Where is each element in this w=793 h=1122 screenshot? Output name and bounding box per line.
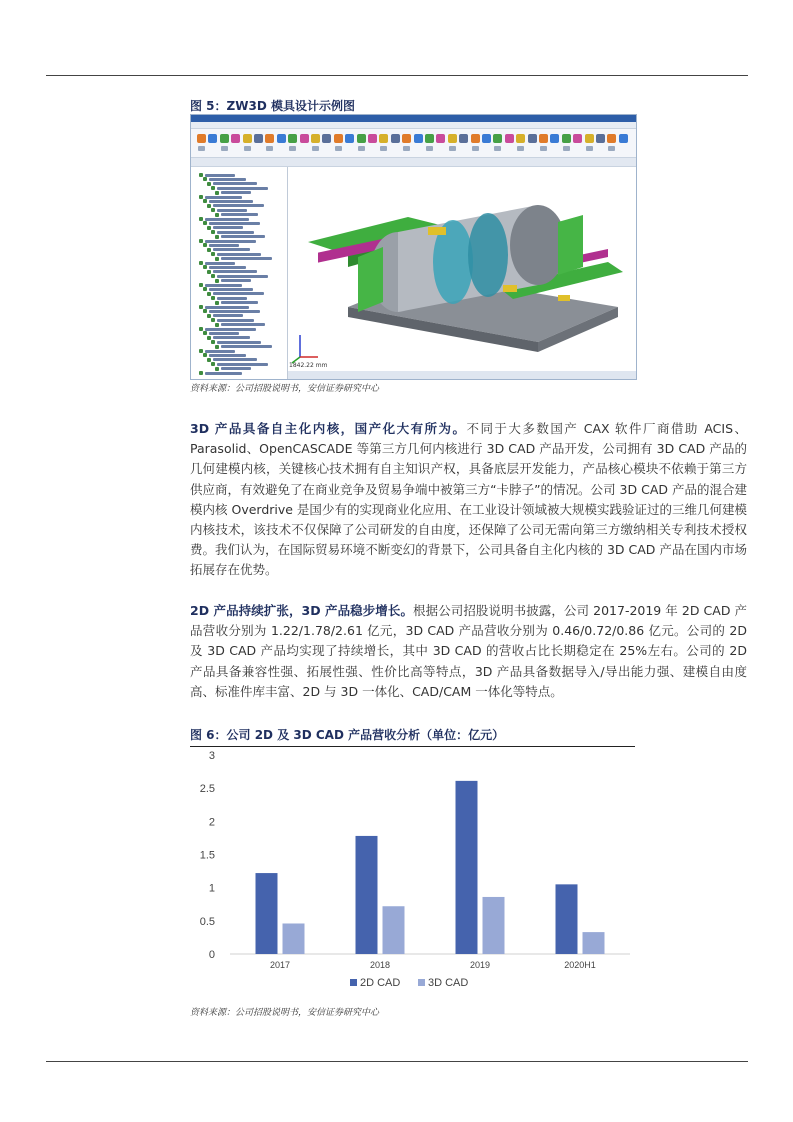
ribbon-tool-icon bbox=[619, 134, 628, 143]
tree-node-icon bbox=[203, 309, 207, 313]
bar-3d-cad bbox=[583, 932, 605, 954]
paragraph-2d-growth bbox=[190, 601, 747, 702]
ribbon-tool-icon bbox=[277, 134, 286, 143]
tree-node-icon bbox=[215, 345, 219, 349]
ribbon-tool-icon bbox=[528, 134, 537, 143]
legend-swatch bbox=[418, 979, 425, 986]
ribbon-subtool-icon bbox=[449, 146, 456, 151]
ribbon-tool-icon bbox=[436, 134, 445, 143]
bar-3d-cad bbox=[483, 897, 505, 954]
tree-node-icon bbox=[215, 323, 219, 327]
cad-subbar bbox=[191, 158, 636, 167]
ribbon-tool-icon bbox=[539, 134, 548, 143]
ribbon-subtool-icon bbox=[266, 146, 273, 151]
tree-node-label bbox=[209, 200, 253, 203]
bar-3d-cad bbox=[283, 923, 305, 954]
legend-swatch bbox=[350, 979, 357, 986]
tree-node-label bbox=[217, 297, 247, 300]
tree-node-label bbox=[209, 288, 253, 291]
ribbon-tool-icon bbox=[334, 134, 343, 143]
tree-node-label bbox=[213, 204, 264, 207]
tree-node-icon bbox=[199, 173, 203, 177]
tree-node-label bbox=[213, 292, 264, 295]
ribbon-tool-icon bbox=[311, 134, 320, 143]
tree-node-icon bbox=[199, 217, 203, 221]
ribbon-tool-icon bbox=[231, 134, 240, 143]
tree-node-label bbox=[205, 284, 242, 287]
cad-ribbon bbox=[191, 129, 636, 158]
tree-node-icon bbox=[211, 362, 215, 366]
tree-node-label bbox=[205, 174, 235, 177]
tree-node-label bbox=[209, 310, 260, 313]
ribbon-tool-icon bbox=[391, 134, 400, 143]
zw3d-screenshot bbox=[190, 114, 637, 380]
ribbon-subtool-icon bbox=[472, 146, 479, 151]
tree-node-label bbox=[205, 372, 242, 375]
ribbon-tool-icon bbox=[288, 134, 297, 143]
tree-node-icon bbox=[199, 239, 203, 243]
ribbon-tool-icon bbox=[357, 134, 366, 143]
y-tick-label: 3 bbox=[208, 750, 215, 762]
tree-node-icon bbox=[203, 265, 207, 269]
cad-statusbar bbox=[288, 371, 636, 379]
tree-node-icon bbox=[211, 252, 215, 256]
tree-node-label bbox=[221, 191, 251, 194]
tree-node-icon bbox=[199, 283, 203, 287]
tree-node-icon bbox=[211, 230, 215, 234]
tree-node-icon bbox=[215, 279, 219, 283]
x-tick-label: 2020H1 bbox=[564, 960, 596, 970]
y-tick-label: 0.5 bbox=[199, 915, 215, 928]
ribbon-tool-icon bbox=[300, 134, 309, 143]
tree-node-icon bbox=[207, 358, 211, 362]
tree-node-icon bbox=[199, 349, 203, 353]
ribbon-subtool-icon bbox=[244, 146, 251, 151]
ribbon-tool-icon bbox=[459, 134, 468, 143]
legend-label: 3D CAD bbox=[428, 977, 469, 989]
tree-node-label bbox=[221, 323, 265, 326]
ribbon-tool-icon bbox=[368, 134, 377, 143]
y-tick-label: 2.5 bbox=[199, 783, 215, 796]
bar-2d-cad bbox=[556, 884, 578, 954]
ribbon-tool-icon bbox=[265, 134, 274, 143]
tree-node-label bbox=[213, 270, 257, 273]
x-tick-label: 2017 bbox=[269, 960, 291, 970]
tree-node-icon bbox=[211, 340, 215, 344]
ribbon-tool-icon bbox=[596, 134, 605, 143]
tree-node-icon bbox=[203, 287, 207, 291]
tree-node-label bbox=[205, 306, 249, 309]
tree-node-label bbox=[209, 332, 239, 335]
tree-node-icon bbox=[215, 191, 219, 195]
tree-node-label bbox=[205, 328, 256, 331]
ribbon-tool-icon bbox=[322, 134, 331, 143]
ribbon-tool-icon bbox=[482, 134, 491, 143]
tree-node-label bbox=[209, 244, 239, 247]
y-tick-label: 1.5 bbox=[199, 849, 215, 862]
tree-node-icon bbox=[207, 204, 211, 208]
tree-node-label bbox=[205, 196, 242, 199]
tree-node-label bbox=[213, 182, 257, 185]
ribbon-subtool-icon bbox=[563, 146, 570, 151]
tree-node-icon bbox=[215, 257, 219, 261]
ribbon-subtool-icon bbox=[335, 146, 342, 151]
ribbon-subtool-icon bbox=[586, 146, 593, 151]
y-tick-label: 2 bbox=[208, 816, 215, 829]
ribbon-tool-icon bbox=[220, 134, 229, 143]
tree-node-icon bbox=[203, 243, 207, 247]
tree-node-icon bbox=[199, 327, 203, 331]
tree-node-label bbox=[213, 336, 250, 339]
tree-node-icon bbox=[211, 186, 215, 190]
ribbon-tool-icon bbox=[402, 134, 411, 143]
tree-node-icon bbox=[203, 199, 207, 203]
tree-node-icon bbox=[215, 367, 219, 371]
tree-node-label bbox=[217, 275, 268, 278]
ribbon-tool-icon bbox=[493, 134, 502, 143]
figure6-source: 资料来源：公司招股说明书，安信证券研究中心 bbox=[190, 1008, 380, 1018]
ribbon-subtool-icon bbox=[221, 146, 228, 151]
ribbon-tool-icon bbox=[505, 134, 514, 143]
tree-node-label bbox=[213, 314, 243, 317]
tree-node-icon bbox=[211, 208, 215, 212]
ribbon-tool-icon bbox=[585, 134, 594, 143]
tree-node-icon bbox=[203, 221, 207, 225]
scale-readout: 1842.22 mm bbox=[289, 362, 328, 369]
tree-node-icon bbox=[207, 248, 211, 252]
tree-node-label bbox=[213, 226, 243, 229]
legend-label: 2D CAD bbox=[360, 977, 401, 989]
tree-node-label bbox=[209, 354, 246, 357]
tree-node-label bbox=[221, 279, 251, 282]
ribbon-subtool-icon bbox=[494, 146, 501, 151]
y-tick-label: 1 bbox=[208, 882, 215, 895]
tree-node-icon bbox=[203, 177, 207, 181]
paragraph-3d-kernel-lead: 3D 产品具备自主化内核，国产化大有所为。 bbox=[190, 421, 467, 436]
tree-node-label bbox=[205, 218, 249, 221]
tree-node-icon bbox=[199, 305, 203, 309]
tree-node-label bbox=[205, 350, 235, 353]
ribbon-tool-icon bbox=[448, 134, 457, 143]
tree-node-label bbox=[209, 178, 246, 181]
ribbon-tool-icon bbox=[573, 134, 582, 143]
x-tick-label: 2018 bbox=[369, 960, 391, 970]
ribbon-tool-icon bbox=[254, 134, 263, 143]
tree-node-icon bbox=[207, 292, 211, 296]
ribbon-tool-icon bbox=[550, 134, 559, 143]
cad-3d-view bbox=[288, 167, 636, 371]
tree-node-label bbox=[217, 363, 268, 366]
tree-node-label bbox=[217, 231, 254, 234]
tree-node-icon bbox=[211, 318, 215, 322]
tree-node-label bbox=[221, 301, 258, 304]
cad-ribbon-tabs bbox=[191, 122, 636, 129]
ribbon-subtool-icon bbox=[312, 146, 319, 151]
header-rule bbox=[46, 75, 748, 76]
ribbon-tool-icon bbox=[345, 134, 354, 143]
ribbon-subtool-icon bbox=[608, 146, 615, 151]
y-tick-label: 0 bbox=[208, 949, 215, 961]
ribbon-subtool-icon bbox=[380, 146, 387, 151]
ribbon-subtool-icon bbox=[426, 146, 433, 151]
x-tick-label: 2019 bbox=[469, 960, 491, 970]
ribbon-tool-icon bbox=[516, 134, 525, 143]
tree-node-icon bbox=[199, 371, 203, 375]
ribbon-subtool-icon bbox=[358, 146, 365, 151]
bar-3d-cad bbox=[383, 906, 405, 954]
paragraph-2d-growth-body: 根据公司招股说明书披露，公司 2017-2019 年 2D CAD 产品营收分别为 1.22/1.78/2.61 亿元，3D CAD 产品营收分别为 0.46/0.72/0.86 亿元。公司的 2D 及 3D CAD 产品均实现了持续增长，其中 3D CAD 的营收占比长期稳定在 25%左右。公司的 2D 产品具备兼容性强、拓展性强、性价比高等特点，3D 产品具备数据导入/导出能力强、建模自由度高、标准件库丰富、2D 与 3D 一体化、CAD/CAM 一体化等特点。 bbox=[190, 603, 748, 699]
tree-node-label bbox=[217, 341, 261, 344]
tree-node-label bbox=[221, 257, 272, 260]
figure6-title: 图 6：公司 2D 及 3D CAD 产品营收分析（单位：亿元） bbox=[190, 726, 635, 747]
tree-node-icon bbox=[215, 213, 219, 217]
ribbon-subtool-icon bbox=[289, 146, 296, 151]
tree-node-label bbox=[213, 358, 257, 361]
revenue-chart bbox=[190, 745, 635, 1000]
tree-node-label bbox=[209, 222, 260, 225]
tree-node-label bbox=[209, 266, 246, 269]
ribbon-tool-icon bbox=[208, 134, 217, 143]
bar-2d-cad bbox=[456, 781, 478, 954]
tree-node-label bbox=[213, 248, 250, 251]
tree-node-label bbox=[205, 240, 256, 243]
tree-node-label bbox=[205, 262, 235, 265]
ribbon-subtool-icon bbox=[517, 146, 524, 151]
bar-2d-cad bbox=[356, 836, 378, 954]
tree-node-icon bbox=[215, 235, 219, 239]
ribbon-tool-icon bbox=[562, 134, 571, 143]
tree-node-label bbox=[221, 367, 251, 370]
tree-node-icon bbox=[207, 336, 211, 340]
paragraph-2d-growth-lead: 2D 产品持续扩张，3D 产品稳步增长。 bbox=[190, 603, 414, 618]
figure5-title: 图 5：ZW3D 模具设计示例图 bbox=[190, 97, 635, 118]
tree-node-label bbox=[217, 187, 268, 190]
tree-node-icon bbox=[211, 274, 215, 278]
cad-assembly-tree bbox=[191, 167, 288, 379]
figure5-source: 资料来源：公司招股说明书，安信证券研究中心 bbox=[190, 384, 380, 394]
tree-node-icon bbox=[199, 261, 203, 265]
tree-node-label bbox=[217, 209, 247, 212]
tree-node-icon bbox=[207, 270, 211, 274]
footer-rule bbox=[46, 1061, 748, 1062]
ribbon-tool-icon bbox=[243, 134, 252, 143]
ribbon-tool-icon bbox=[425, 134, 434, 143]
paragraph-3d-kernel-body: 不同于大多数国产 CAX 软件厂商借助 ACIS、Parasolid、OpenCASCADE 等第三方几何内核进行 3D CAD 产品开发，公司拥有 3D CAD 产品的几何建模内核，关键核心技术拥有自主知识产权，具备底层开发能力，产品核心模块不依赖于第三方供应商，有效避免了在商业竞争及贸易争端中被第三方“卡脖子”的情况。公司 3D CAD 产品的混合建模内核 Overdrive 是国少有的实现商业化应用、在工业设计领域被大规模实践验证过的三维几何建模内核技术，该技术不仅保障了公司研发的自由度，还保障了公司无需向第三方缴纳相关专利技术授权费。我们认为，在国际贸易环境不断变幻的背景下，公司具备自主化内核的 3D CAD 产品在国内市场拓展存在优势。 bbox=[190, 421, 747, 578]
revenue-chart-svg bbox=[190, 745, 635, 1000]
tree-node-label bbox=[221, 213, 258, 216]
ribbon-tool-icon bbox=[197, 134, 206, 143]
tree-node-label bbox=[221, 235, 265, 238]
tree-node-icon bbox=[207, 226, 211, 230]
tree-node-icon bbox=[211, 296, 215, 300]
tree-node-label bbox=[217, 253, 261, 256]
ribbon-tool-icon bbox=[607, 134, 616, 143]
tree-node-icon bbox=[199, 195, 203, 199]
ribbon-subtool-icon bbox=[198, 146, 205, 151]
tree-node-icon bbox=[207, 182, 211, 186]
mold-model-drawing bbox=[288, 167, 635, 369]
tree-node-icon bbox=[203, 331, 207, 335]
tree-node-icon bbox=[207, 314, 211, 318]
tree-node-icon bbox=[215, 301, 219, 305]
tree-node-icon bbox=[203, 353, 207, 357]
ribbon-tool-icon bbox=[379, 134, 388, 143]
cad-titlebar bbox=[191, 115, 636, 122]
ribbon-subtool-icon bbox=[540, 146, 547, 151]
tree-node-label bbox=[217, 319, 254, 322]
ribbon-subtool-icon bbox=[403, 146, 410, 151]
bar-2d-cad bbox=[256, 873, 278, 954]
tree-node-label bbox=[221, 345, 272, 348]
paragraph-3d-kernel bbox=[190, 419, 747, 581]
ribbon-tool-icon bbox=[414, 134, 423, 143]
ribbon-tool-icon bbox=[471, 134, 480, 143]
